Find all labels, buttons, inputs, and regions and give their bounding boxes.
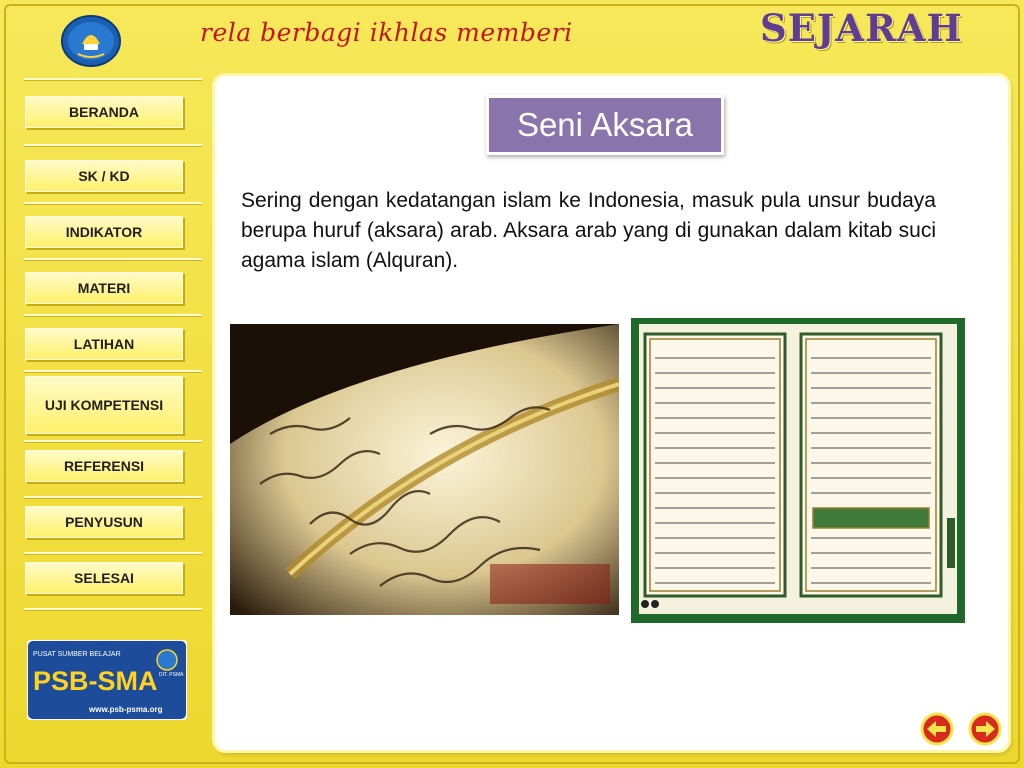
sidebar-divider [24,440,202,442]
sidebar-item-penyusun[interactable]: PENYUSUN [25,506,183,538]
sidebar-item-indikator[interactable]: INDIKATOR [25,216,183,248]
tagline: rela berbagi ikhlas memberi [200,18,573,47]
psb-line1: PUSAT SUMBER BELAJAR [33,651,121,658]
page-title: SEJARAH [760,6,963,50]
tut-wuri-handayani-logo [60,14,122,68]
sidebar-divider [24,370,202,372]
next-button[interactable] [968,712,1002,746]
psb-url: www.psb-psma.org [89,705,163,714]
sidebar-item-materi[interactable]: MATERI [25,272,183,304]
sidebar-divider [24,608,202,610]
sidebar-divider [24,552,202,554]
psb-line2: PSB-SMA [33,666,158,696]
sidebar-item-selesai[interactable]: SELESAI [25,562,183,594]
sidebar-divider [24,78,202,80]
sidebar-item-latihan[interactable]: LATIHAN [25,328,183,360]
sidebar-divider [24,144,202,146]
sidebar-divider [24,258,202,260]
sidebar-divider [24,202,202,204]
prev-button[interactable] [920,712,954,746]
sidebar-divider [24,496,202,498]
sidebar-item-referensi[interactable]: REFERENSI [25,450,183,482]
sidebar-item-uji-kompetensi[interactable]: UJI KOMPETENSI [25,376,183,434]
psb-sma-logo [27,640,187,720]
quran-closeup-photo [230,324,619,615]
psb-small: DIT. PSMA [159,672,184,678]
sidebar-divider [24,314,202,316]
sidebar-item-beranda[interactable]: BERANDA [25,96,183,128]
body-paragraph: Sering dengan kedatangan islam ke Indonesia, masuk pula unsur budaya berupa huruf (aksara) arab. Aksara arab yang di gunakan dalam kitab suci agama islam (Alquran). [241,189,936,272]
quran-open-pages-photo [631,318,965,623]
section-heading: Seni Aksara [486,95,724,155]
sidebar-item-sk-kd[interactable]: SK / KD [25,160,183,192]
